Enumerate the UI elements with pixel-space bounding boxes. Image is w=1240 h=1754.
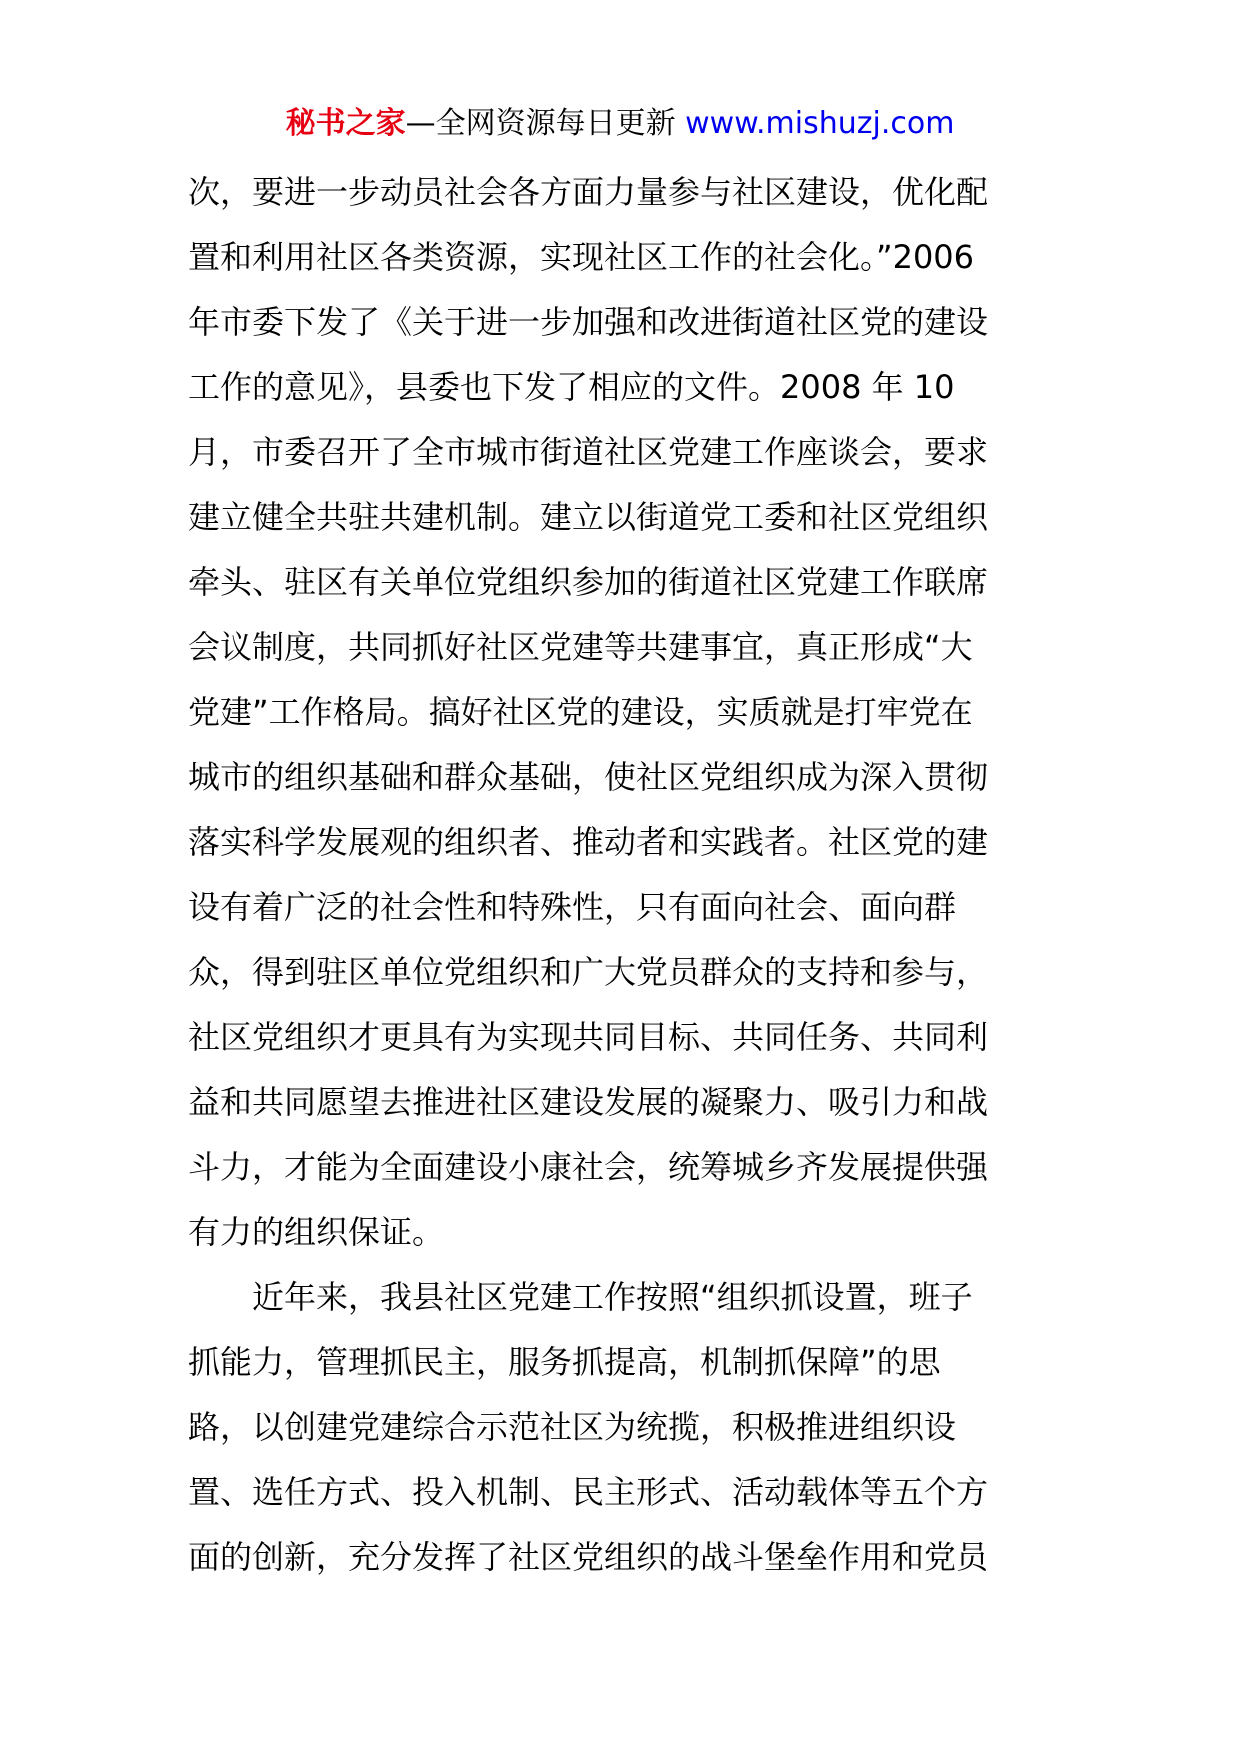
paragraph — [188, 1265, 1060, 1590]
text-line: 城市的组织基础和群众基础，使社区党组织成为深入贯彻 — [188, 758, 989, 796]
text-line: 工作的意见》，县委也下发了相应的文件。2008 年 10 — [188, 368, 955, 406]
text-line: 会议制度，共同抓好社区党建等共建事宜，真正形成“大 — [188, 628, 973, 666]
text-line: 设有着广泛的社会性和特殊性，只有面向社会、面向群 — [188, 888, 957, 926]
text-line: 置和利用社区各类资源，实现社区工作的社会化。”2006 — [188, 238, 975, 276]
text-line: 落实科学发展观的组织者、推动者和实践者。社区党的建 — [188, 823, 989, 861]
text-line: 面的创新，充分发挥了社区党组织的战斗堡垒作用和党员 — [188, 1538, 989, 1576]
text-line: 月，市委召开了全市城市街道社区党建工作座谈会，要求 — [188, 433, 989, 471]
text-line: 近年来，我县社区党建工作按照“组织抓设置，班子 — [188, 1278, 973, 1316]
text-line: 抓能力，管理抓民主，服务抓提高，机制抓保障”的思 — [188, 1343, 941, 1381]
text-line: 党建”工作格局。搞好社区党的建设，实质就是打牢党在 — [188, 693, 973, 731]
site-brand: 秘书之家 — [285, 106, 406, 141]
site-header — [0, 104, 1240, 144]
text-line: 年市委下发了《关于进一步加强和改进街道社区党的建设 — [188, 303, 989, 341]
text-line: 牵头、驻区有关单位党组织参加的街道社区党建工作联席 — [188, 563, 989, 601]
document-body — [188, 160, 1060, 1590]
text-line: 建立健全共驻共建机制。建立以街道党工委和社区党组织 — [188, 498, 989, 536]
text-line: 众，得到驻区单位党组织和广大党员群众的支持和参与， — [188, 953, 989, 991]
text-line: 益和共同愿望去推进社区建设发展的凝聚力、吸引力和战 — [188, 1083, 989, 1121]
site-tagline: —全网资源每日更新 — [405, 106, 686, 141]
site-url-link[interactable]: www.mishuzj.com — [685, 106, 955, 141]
text-line: 置、选任方式、投入机制、民主形式、活动载体等五个方 — [188, 1473, 989, 1511]
paragraph — [188, 160, 1060, 1265]
text-line: 次，要进一步动员社会各方面力量参与社区建设，优化配 — [188, 173, 989, 211]
text-line: 路，以创建党建综合示范社区为统揽，积极推进组织设 — [188, 1408, 957, 1446]
text-line: 斗力，才能为全面建设小康社会，统筹城乡齐发展提供强 — [188, 1148, 989, 1186]
text-line: 有力的组织保证。 — [188, 1213, 445, 1251]
text-line: 社区党组织才更具有为实现共同目标、共同任务、共同利 — [188, 1018, 989, 1056]
